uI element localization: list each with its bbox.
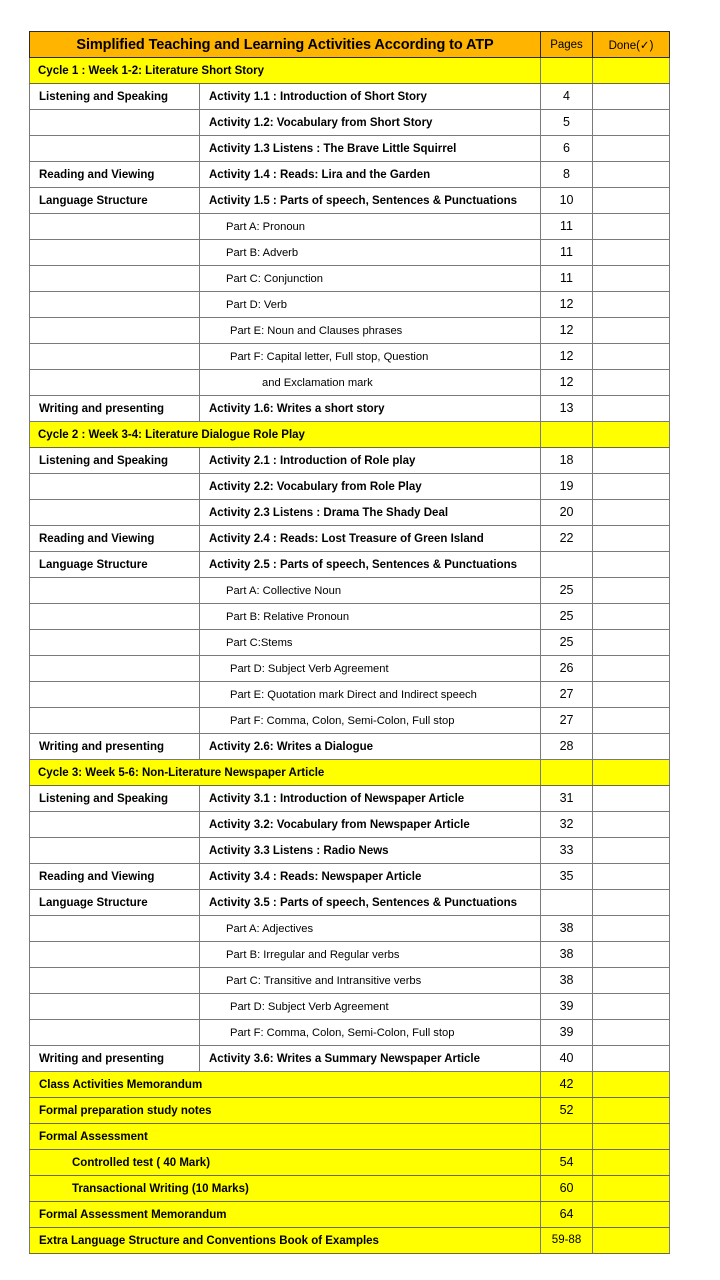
cycle-band-done-cell[interactable] bbox=[593, 422, 670, 448]
activity-row bbox=[30, 812, 670, 838]
part-label-cell: Part A: Adjectives bbox=[200, 916, 541, 942]
activity-row bbox=[30, 136, 670, 162]
part-row bbox=[30, 1020, 670, 1046]
pages-cell: 12 bbox=[541, 370, 593, 396]
cycle-band-pages-cell bbox=[541, 760, 593, 786]
done-checkbox-cell[interactable] bbox=[593, 1046, 670, 1072]
summary-pages-cell: 59-88 bbox=[541, 1228, 593, 1254]
pages-cell: 8 bbox=[541, 162, 593, 188]
done-checkbox-cell[interactable] bbox=[593, 916, 670, 942]
pages-cell: 12 bbox=[541, 292, 593, 318]
done-checkbox-cell[interactable] bbox=[593, 110, 670, 136]
skill-area-cell: Listening and Speaking bbox=[30, 448, 200, 474]
skill-area-cell: Writing and presenting bbox=[30, 734, 200, 760]
activity-row bbox=[30, 1046, 670, 1072]
done-checkbox-cell[interactable] bbox=[593, 84, 670, 110]
activity-label-cell: Activity 2.2: Vocabulary from Role Play bbox=[200, 474, 541, 500]
summary-pages-cell: 52 bbox=[541, 1098, 593, 1124]
done-checkbox-cell[interactable] bbox=[593, 240, 670, 266]
activity-row bbox=[30, 84, 670, 110]
pages-cell: 25 bbox=[541, 630, 593, 656]
summary-done-checkbox-cell[interactable] bbox=[593, 1098, 670, 1124]
summary-pages-cell: 60 bbox=[541, 1176, 593, 1202]
pages-cell: 18 bbox=[541, 448, 593, 474]
done-checkbox-cell[interactable] bbox=[593, 786, 670, 812]
column-header-done: Done(✓) bbox=[593, 32, 670, 58]
cycle-band-row bbox=[30, 760, 670, 786]
part-row bbox=[30, 370, 670, 396]
done-checkbox-cell[interactable] bbox=[593, 942, 670, 968]
activity-row bbox=[30, 474, 670, 500]
skill-area-cell bbox=[30, 812, 200, 838]
activity-label-cell: Activity 2.6: Writes a Dialogue bbox=[200, 734, 541, 760]
pages-cell bbox=[541, 552, 593, 578]
pages-cell: 25 bbox=[541, 604, 593, 630]
summary-row bbox=[30, 1124, 670, 1150]
summary-label: Transactional Writing (10 Marks) bbox=[30, 1176, 541, 1202]
done-checkbox-cell[interactable] bbox=[593, 136, 670, 162]
done-checkbox-cell[interactable] bbox=[593, 448, 670, 474]
done-checkbox-cell[interactable] bbox=[593, 552, 670, 578]
activity-label-cell: Activity 1.6: Writes a short story bbox=[200, 396, 541, 422]
skill-area-cell bbox=[30, 994, 200, 1020]
activity-label-cell: Activity 1.4 : Reads: Lira and the Garden bbox=[200, 162, 541, 188]
activity-row bbox=[30, 162, 670, 188]
pages-cell: 22 bbox=[541, 526, 593, 552]
atp-table-sheet bbox=[29, 31, 669, 1254]
done-checkbox-cell[interactable] bbox=[593, 188, 670, 214]
table-header-row bbox=[30, 32, 670, 58]
part-row bbox=[30, 682, 670, 708]
part-label-cell: Part F: Comma, Colon, Semi-Colon, Full stop bbox=[200, 1020, 541, 1046]
activity-row bbox=[30, 526, 670, 552]
pages-cell: 11 bbox=[541, 214, 593, 240]
activity-row bbox=[30, 188, 670, 214]
done-checkbox-cell[interactable] bbox=[593, 396, 670, 422]
part-row bbox=[30, 630, 670, 656]
summary-row bbox=[30, 1202, 670, 1228]
pages-cell: 11 bbox=[541, 240, 593, 266]
summary-pages-cell bbox=[541, 1124, 593, 1150]
done-checkbox-cell[interactable] bbox=[593, 474, 670, 500]
summary-label: Class Activities Memorandum bbox=[30, 1072, 541, 1098]
part-row bbox=[30, 240, 670, 266]
pages-cell: 12 bbox=[541, 344, 593, 370]
done-checkbox-cell[interactable] bbox=[593, 656, 670, 682]
pages-cell: 10 bbox=[541, 188, 593, 214]
activity-label-cell: Activity 1.2: Vocabulary from Short Story bbox=[200, 110, 541, 136]
pages-cell: 39 bbox=[541, 1020, 593, 1046]
activity-label-cell: Activity 1.1 : Introduction of Short Story bbox=[200, 84, 541, 110]
skill-area-cell: Listening and Speaking bbox=[30, 786, 200, 812]
skill-area-cell bbox=[30, 370, 200, 396]
pages-cell: 12 bbox=[541, 318, 593, 344]
done-checkbox-cell[interactable] bbox=[593, 682, 670, 708]
part-row bbox=[30, 968, 670, 994]
activity-row bbox=[30, 786, 670, 812]
done-checkbox-cell[interactable] bbox=[593, 968, 670, 994]
part-row bbox=[30, 604, 670, 630]
summary-row bbox=[30, 1228, 670, 1254]
done-checkbox-cell[interactable] bbox=[593, 162, 670, 188]
pages-cell: 27 bbox=[541, 682, 593, 708]
part-label-cell: Part F: Capital letter, Full stop, Question bbox=[200, 344, 541, 370]
skill-area-cell: Reading and Viewing bbox=[30, 162, 200, 188]
atp-activities-table bbox=[29, 31, 670, 1254]
part-label-cell: Part A: Pronoun bbox=[200, 214, 541, 240]
done-checkbox-cell[interactable] bbox=[593, 630, 670, 656]
summary-pages-cell: 64 bbox=[541, 1202, 593, 1228]
done-checkbox-cell[interactable] bbox=[593, 838, 670, 864]
activity-label-cell: Activity 2.3 Listens : Drama The Shady Deal bbox=[200, 500, 541, 526]
pages-cell: 4 bbox=[541, 84, 593, 110]
column-header-pages: Pages bbox=[541, 32, 593, 58]
skill-area-cell: Language Structure bbox=[30, 188, 200, 214]
skill-area-cell bbox=[30, 344, 200, 370]
summary-done-checkbox-cell[interactable] bbox=[593, 1202, 670, 1228]
pages-cell: 32 bbox=[541, 812, 593, 838]
cycle-band-done-cell[interactable] bbox=[593, 58, 670, 84]
activity-row bbox=[30, 838, 670, 864]
pages-cell: 38 bbox=[541, 968, 593, 994]
part-label-cell: Part A: Collective Noun bbox=[200, 578, 541, 604]
done-checkbox-cell[interactable] bbox=[593, 734, 670, 760]
done-checkbox-cell[interactable] bbox=[593, 318, 670, 344]
summary-row bbox=[30, 1072, 670, 1098]
part-label-cell: Part F: Comma, Colon, Semi-Colon, Full stop bbox=[200, 708, 541, 734]
skill-area-cell bbox=[30, 292, 200, 318]
summary-pages-cell: 54 bbox=[541, 1150, 593, 1176]
pages-cell: 40 bbox=[541, 1046, 593, 1072]
skill-area-cell: Reading and Viewing bbox=[30, 864, 200, 890]
skill-area-cell: Language Structure bbox=[30, 890, 200, 916]
done-checkbox-cell[interactable] bbox=[593, 864, 670, 890]
summary-pages-cell: 42 bbox=[541, 1072, 593, 1098]
activity-label-cell: Activity 3.3 Listens : Radio News bbox=[200, 838, 541, 864]
pages-cell: 25 bbox=[541, 578, 593, 604]
skill-area-cell bbox=[30, 916, 200, 942]
skill-area-cell bbox=[30, 604, 200, 630]
skill-area-cell bbox=[30, 500, 200, 526]
cycle-band-label: Cycle 1 : Week 1-2: Literature Short Story bbox=[30, 58, 541, 84]
cycle-band-row bbox=[30, 58, 670, 84]
activity-label-cell: Activity 3.6: Writes a Summary Newspaper Article bbox=[200, 1046, 541, 1072]
pages-cell: 33 bbox=[541, 838, 593, 864]
skill-area-cell bbox=[30, 682, 200, 708]
cycle-band-row bbox=[30, 422, 670, 448]
part-label-cell: Part D: Verb bbox=[200, 292, 541, 318]
cycle-band-label: Cycle 3: Week 5-6: Non-Literature Newspaper Article bbox=[30, 760, 541, 786]
pages-cell: 38 bbox=[541, 916, 593, 942]
part-label-cell: Part D: Subject Verb Agreement bbox=[200, 994, 541, 1020]
part-row bbox=[30, 656, 670, 682]
pages-cell: 6 bbox=[541, 136, 593, 162]
skill-area-cell bbox=[30, 214, 200, 240]
skill-area-cell bbox=[30, 656, 200, 682]
pages-cell: 38 bbox=[541, 942, 593, 968]
pages-cell: 5 bbox=[541, 110, 593, 136]
skill-area-cell bbox=[30, 110, 200, 136]
table-body bbox=[30, 32, 670, 1254]
skill-area-cell: Language Structure bbox=[30, 552, 200, 578]
part-row bbox=[30, 318, 670, 344]
summary-row bbox=[30, 1150, 670, 1176]
pages-cell: 39 bbox=[541, 994, 593, 1020]
activity-label-cell: Activity 1.3 Listens : The Brave Little Squirrel bbox=[200, 136, 541, 162]
done-checkbox-cell[interactable] bbox=[593, 578, 670, 604]
activity-label-cell: Activity 3.5 : Parts of speech, Sentences & Punctuations bbox=[200, 890, 541, 916]
pages-cell: 20 bbox=[541, 500, 593, 526]
summary-done-checkbox-cell[interactable] bbox=[593, 1150, 670, 1176]
done-checkbox-cell[interactable] bbox=[593, 1020, 670, 1046]
skill-area-cell bbox=[30, 1020, 200, 1046]
skill-area-cell bbox=[30, 838, 200, 864]
done-checkbox-cell[interactable] bbox=[593, 708, 670, 734]
pages-cell: 35 bbox=[541, 864, 593, 890]
skill-area-cell bbox=[30, 266, 200, 292]
skill-area-cell bbox=[30, 318, 200, 344]
pages-cell: 26 bbox=[541, 656, 593, 682]
part-row bbox=[30, 916, 670, 942]
part-row bbox=[30, 708, 670, 734]
done-checkbox-cell[interactable] bbox=[593, 500, 670, 526]
activity-row bbox=[30, 500, 670, 526]
done-checkbox-cell[interactable] bbox=[593, 890, 670, 916]
pages-cell bbox=[541, 890, 593, 916]
page-title: Simplified Teaching and Learning Activities According to ATP bbox=[30, 32, 541, 58]
skill-area-cell bbox=[30, 630, 200, 656]
done-checkbox-cell[interactable] bbox=[593, 812, 670, 838]
part-row bbox=[30, 292, 670, 318]
part-label-cell: and Exclamation mark bbox=[200, 370, 541, 396]
part-label-cell: Part E: Noun and Clauses phrases bbox=[200, 318, 541, 344]
summary-row bbox=[30, 1176, 670, 1202]
activity-label-cell: Activity 1.5 : Parts of speech, Sentences & Punctuations bbox=[200, 188, 541, 214]
skill-area-cell bbox=[30, 240, 200, 266]
skill-area-cell bbox=[30, 474, 200, 500]
summary-label: Extra Language Structure and Conventions Book of Examples bbox=[30, 1228, 541, 1254]
part-row bbox=[30, 994, 670, 1020]
cycle-band-label: Cycle 2 : Week 3-4: Literature Dialogue Role Play bbox=[30, 422, 541, 448]
activity-label-cell: Activity 3.1 : Introduction of Newspaper Article bbox=[200, 786, 541, 812]
activity-label-cell: Activity 2.1 : Introduction of Role play bbox=[200, 448, 541, 474]
done-checkbox-cell[interactable] bbox=[593, 292, 670, 318]
activity-label-cell: Activity 2.4 : Reads: Lost Treasure of Green Island bbox=[200, 526, 541, 552]
part-label-cell: Part C: Transitive and Intransitive verbs bbox=[200, 968, 541, 994]
skill-area-cell: Writing and presenting bbox=[30, 1046, 200, 1072]
summary-row bbox=[30, 1098, 670, 1124]
part-row bbox=[30, 578, 670, 604]
summary-done-checkbox-cell[interactable] bbox=[593, 1228, 670, 1254]
skill-area-cell: Writing and presenting bbox=[30, 396, 200, 422]
done-checkbox-cell[interactable] bbox=[593, 214, 670, 240]
pages-cell: 19 bbox=[541, 474, 593, 500]
pages-cell: 13 bbox=[541, 396, 593, 422]
part-label-cell: Part B: Relative Pronoun bbox=[200, 604, 541, 630]
activity-row bbox=[30, 864, 670, 890]
activity-label-cell: Activity 3.2: Vocabulary from Newspaper Article bbox=[200, 812, 541, 838]
activity-row bbox=[30, 448, 670, 474]
skill-area-cell: Listening and Speaking bbox=[30, 84, 200, 110]
pages-cell: 27 bbox=[541, 708, 593, 734]
summary-label: Formal Assessment Memorandum bbox=[30, 1202, 541, 1228]
activity-label-cell: Activity 2.5 : Parts of speech, Sentences & Punctuations bbox=[200, 552, 541, 578]
part-row bbox=[30, 266, 670, 292]
skill-area-cell bbox=[30, 968, 200, 994]
summary-label: Formal Assessment bbox=[30, 1124, 541, 1150]
skill-area-cell: Reading and Viewing bbox=[30, 526, 200, 552]
part-label-cell: Part B: Irregular and Regular verbs bbox=[200, 942, 541, 968]
pages-cell: 11 bbox=[541, 266, 593, 292]
part-label-cell: Part D: Subject Verb Agreement bbox=[200, 656, 541, 682]
done-checkbox-cell[interactable] bbox=[593, 526, 670, 552]
cycle-band-done-cell[interactable] bbox=[593, 760, 670, 786]
pages-cell: 28 bbox=[541, 734, 593, 760]
done-checkbox-cell[interactable] bbox=[593, 370, 670, 396]
part-label-cell: Part C: Conjunction bbox=[200, 266, 541, 292]
part-label-cell: Part B: Adverb bbox=[200, 240, 541, 266]
skill-area-cell bbox=[30, 578, 200, 604]
activity-row bbox=[30, 552, 670, 578]
done-checkbox-cell[interactable] bbox=[593, 994, 670, 1020]
part-row bbox=[30, 942, 670, 968]
done-checkbox-cell[interactable] bbox=[593, 604, 670, 630]
skill-area-cell bbox=[30, 708, 200, 734]
pages-cell: 31 bbox=[541, 786, 593, 812]
summary-done-checkbox-cell[interactable] bbox=[593, 1176, 670, 1202]
activity-label-cell: Activity 3.4 : Reads: Newspaper Article bbox=[200, 864, 541, 890]
skill-area-cell bbox=[30, 136, 200, 162]
summary-label: Formal preparation study notes bbox=[30, 1098, 541, 1124]
part-row bbox=[30, 214, 670, 240]
done-checkbox-cell[interactable] bbox=[593, 344, 670, 370]
skill-area-cell bbox=[30, 942, 200, 968]
summary-done-checkbox-cell[interactable] bbox=[593, 1124, 670, 1150]
cycle-band-pages-cell bbox=[541, 422, 593, 448]
activity-row bbox=[30, 734, 670, 760]
activity-row bbox=[30, 890, 670, 916]
summary-label: Controlled test ( 40 Mark) bbox=[30, 1150, 541, 1176]
cycle-band-pages-cell bbox=[541, 58, 593, 84]
activity-row bbox=[30, 110, 670, 136]
part-row bbox=[30, 344, 670, 370]
part-label-cell: Part C:Stems bbox=[200, 630, 541, 656]
summary-done-checkbox-cell[interactable] bbox=[593, 1072, 670, 1098]
part-label-cell: Part E: Quotation mark Direct and Indirect speech bbox=[200, 682, 541, 708]
activity-row bbox=[30, 396, 670, 422]
done-checkbox-cell[interactable] bbox=[593, 266, 670, 292]
